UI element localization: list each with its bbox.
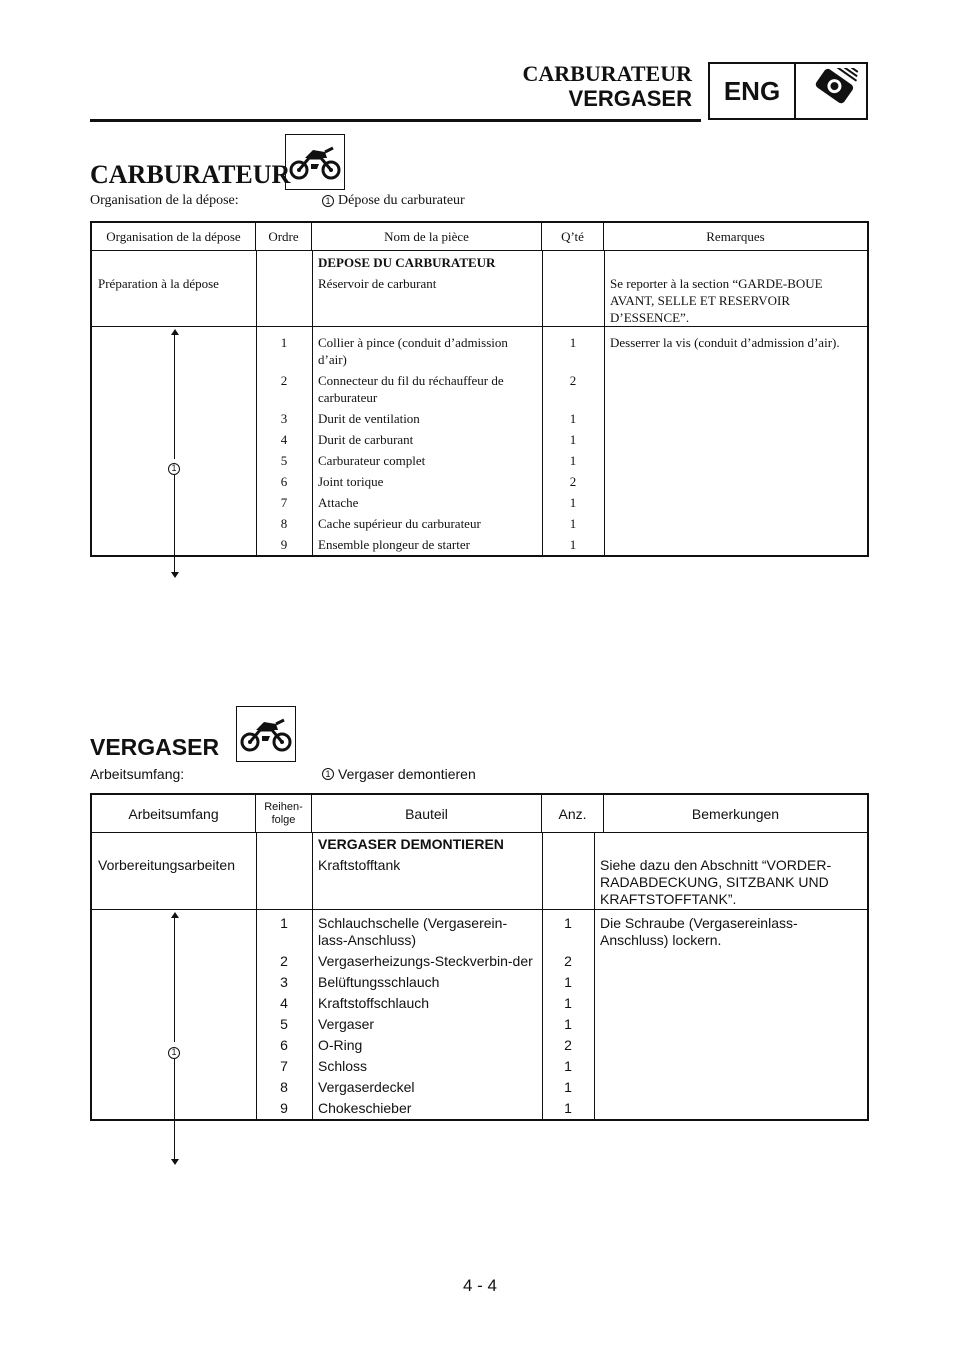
table-row: [92, 949, 867, 970]
table-row: [92, 833, 867, 853]
part-cell: Cache supérieur du carburateur: [318, 516, 481, 531]
order-cell: 1: [280, 335, 288, 350]
qty-cell: 1: [564, 1100, 572, 1116]
qty-cell: 1: [569, 516, 577, 531]
part-cell: Vergaserheizungs-Steckverbin-der: [318, 953, 533, 969]
header-rule: [90, 119, 701, 122]
table-row: [92, 1054, 867, 1075]
part-cell: Durit de carburant: [318, 432, 414, 447]
part-cell: Connecteur du fil du réchauffeur de carburateur: [318, 373, 504, 405]
table-row: [92, 1075, 867, 1096]
part-cell: Joint torique: [318, 474, 384, 489]
order-cell: 8: [280, 516, 288, 531]
section-heading: VERGASER DEMONTIEREN: [318, 836, 504, 852]
order-cell: 3: [280, 974, 288, 990]
qty-cell: 1: [564, 1058, 572, 1074]
table-row: [92, 991, 867, 1012]
part-cell: O-Ring: [318, 1037, 363, 1053]
table-row: [92, 532, 867, 555]
header-title-fr: CARBURATEUR: [522, 61, 692, 86]
circled-number: 1: [322, 768, 334, 780]
qty-cell: 1: [564, 1079, 572, 1095]
qty-cell: 1: [564, 915, 572, 931]
col-header: Nom de la pièce: [312, 223, 542, 250]
circled-number: 1: [322, 195, 334, 207]
qty-cell: 2: [564, 953, 572, 969]
col-header: Bauteil: [312, 795, 542, 832]
remark-cell: [604, 431, 867, 448]
qty-cell: 1: [564, 995, 572, 1011]
scope-label-fr: Organisation de la dépose:: [90, 193, 239, 208]
part-cell: Kraftstoffschlauch: [318, 995, 430, 1011]
col-header: Reihen-folge: [256, 795, 312, 832]
prep-part: Réservoir de carburant: [318, 276, 437, 291]
bracket-label: 1: [168, 463, 180, 475]
qty-cell: 1: [564, 974, 572, 990]
order-cell: 7: [280, 495, 288, 510]
scope-label-de: Arbeitsumfang:: [90, 766, 185, 782]
order-cell: 9: [280, 1100, 288, 1116]
remark-cell: [604, 452, 867, 469]
table-row: [92, 448, 867, 469]
part-cell: Schloss: [318, 1058, 368, 1074]
remark-cell: [594, 1016, 867, 1033]
motorcycle-icon: [236, 706, 296, 762]
table-body: [92, 833, 867, 1119]
order-cell: 6: [280, 1037, 288, 1053]
part-cell: Vergaser: [318, 1016, 375, 1032]
order-cell: 2: [280, 373, 288, 388]
table-header: [92, 795, 867, 833]
prep-label: Vorbereitungsarbeiten: [98, 857, 235, 873]
table-row: [92, 368, 867, 406]
qty-cell: 1: [569, 495, 577, 510]
eng-badge: [708, 62, 868, 120]
part-cell: Attache: [318, 495, 359, 510]
remark-cell: [604, 494, 867, 511]
order-cell: 6: [280, 474, 288, 489]
table-row: [92, 1096, 867, 1119]
remark-cell: [594, 1079, 867, 1096]
remark-cell: [604, 410, 867, 427]
remark-cell: [604, 536, 867, 553]
qty-cell: 1: [564, 1016, 572, 1032]
remark-cell: Die Schraube (Vergasereinlass-Anschluss) lockern.: [600, 915, 798, 948]
order-cell: 8: [280, 1079, 288, 1095]
eng-label: ENG: [710, 64, 796, 118]
bracket-label: 1: [168, 1047, 180, 1059]
col-header: Remarques: [706, 228, 765, 244]
prep-label: Préparation à la dépose: [98, 276, 219, 291]
order-cell: 4: [280, 995, 288, 1011]
remark-cell: Desserrer la vis (conduit d’admission d’air).: [610, 335, 840, 350]
col-header: Organisation de la dépose: [92, 223, 256, 250]
section-title-fr: CARBURATEUR: [90, 160, 291, 189]
order-cell: 9: [280, 537, 288, 552]
part-cell: Durit de ventilation: [318, 411, 420, 426]
table-row: [92, 406, 867, 427]
order-cell: 4: [280, 432, 288, 447]
qty-cell: 2: [569, 474, 577, 489]
section-title-de: VERGASER: [90, 734, 220, 760]
order-cell: 7: [280, 1058, 288, 1074]
scope-text-fr: Dépose du carburateur: [338, 193, 465, 208]
qty-cell: 2: [564, 1037, 572, 1053]
part-cell: Collier à pince (conduit d’admission d’air): [318, 335, 508, 367]
qty-cell: 1: [569, 335, 577, 350]
remark-cell: [604, 473, 867, 490]
table-row: [92, 469, 867, 490]
order-cell: 3: [280, 411, 288, 426]
section-heading: DEPOSE DU CARBURATEUR: [318, 255, 496, 270]
col-header: Anz.: [542, 795, 604, 832]
order-cell: 1: [280, 915, 288, 931]
qty-cell: 2: [569, 373, 577, 388]
table-row: [92, 271, 867, 326]
remark-cell: [604, 372, 867, 406]
remark-cell: [594, 995, 867, 1012]
table-row: [92, 326, 867, 368]
qty-cell: 1: [569, 432, 577, 447]
table-row: [92, 427, 867, 448]
scope-value-de: [322, 766, 476, 782]
part-cell: Schlauchschelle (Vergaserein-lass-Anschluss): [318, 915, 508, 948]
col-header: Ordre: [256, 223, 312, 250]
table-row: [92, 490, 867, 511]
col-header: Bemerkungen: [691, 805, 780, 822]
prep-part: Kraftstofftank: [318, 857, 401, 873]
remark-cell: [594, 1100, 867, 1117]
part-cell: Chokeschieber: [318, 1100, 412, 1116]
remark-cell: [594, 1037, 867, 1054]
remark-cell: [594, 953, 867, 970]
part-cell: Carburateur complet: [318, 453, 426, 468]
col-header: Arbeitsumfang: [92, 795, 256, 832]
header-title-de: VERGASER: [568, 86, 692, 111]
disassembly-table-de: [90, 793, 869, 1121]
col-header: Q’té: [542, 223, 604, 250]
scope-value-fr: [322, 193, 465, 209]
remark-cell: [604, 515, 867, 532]
prep-remark: Se reporter à la section “GARDE-BOUE AVANT, SELLE ET RESERVOIR D’ESSENCE”.: [610, 276, 823, 325]
order-cell: 5: [280, 453, 288, 468]
table-row: [92, 1033, 867, 1054]
motorcycle-icon: [285, 134, 345, 190]
table-row: [92, 511, 867, 532]
qty-cell: 1: [569, 537, 577, 552]
disassembly-table-fr: [90, 221, 869, 557]
engine-piston-icon: [796, 64, 866, 118]
table-row: [92, 908, 867, 949]
table-row: [92, 1012, 867, 1033]
table-row: [92, 251, 867, 271]
part-cell: Vergaserdeckel: [318, 1079, 415, 1095]
table-row: [92, 853, 867, 908]
page-number: 4 - 4: [462, 1276, 498, 1295]
remark-cell: [594, 974, 867, 991]
part-cell: Ensemble plongeur de starter: [318, 537, 470, 552]
table-row: [92, 970, 867, 991]
qty-cell: 1: [569, 453, 577, 468]
prep-remark: Siehe dazu den Abschnitt “VORDER-RADABDECKUNG, SITZBANK UND KRAFTSTOFFTANK”.: [600, 857, 832, 907]
order-cell: 5: [280, 1016, 288, 1032]
remark-cell: [594, 1058, 867, 1075]
order-cell: 2: [280, 953, 288, 969]
part-cell: Belüftungsschlauch: [318, 974, 440, 990]
scope-text-de: Vergaser demontieren: [338, 766, 476, 782]
table-header: [92, 223, 867, 251]
table-body: [92, 251, 867, 555]
qty-cell: 1: [569, 411, 577, 426]
